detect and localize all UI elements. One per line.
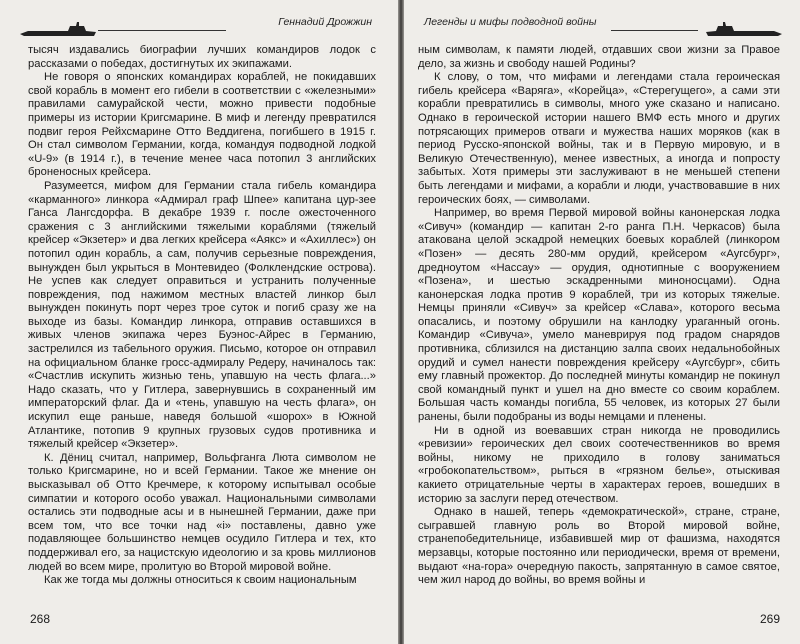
left-page	[0, 0, 398, 644]
right-page	[404, 0, 800, 644]
paragraph: ным символам, к памяти людей, отдавших свои жизни за Правое дело, за жизнь и свободу нашей Родины?	[418, 44, 780, 70]
submarine-silhouette-icon	[18, 18, 98, 40]
left-page-text	[28, 44, 376, 588]
paragraph: Разумеется, мифом для Германии стала гибель командира «карманного» линкора «Адмирал граф Шпее» капитана цур-зее Ганса Лангсдорфа. В декабре 1939 г. после ожесточенного сражения с 3 английскими тяжелыми кораблями (тяжелый крейсер «Экзетер» и два легких крейсера «Аякс» и «Ахиллес») он потопил один корабль, а сам, получив серьезные повреждения, вынужден был укрыться в Монтевидео (Фолклендские острова). Не успев как следует оправиться и устранить полученные повреждения, под нажимом местных властей линкор был вынужден покинуть порт через трое суток и погиб сразу же на выходе из базы. Командир линкора, отправив оставшихся в живых членов экипажа через Буэнос-Айрес в Германию, застрелился из табельного оружия. Письмо, которое он отправил на официальном бланке гросс-адмиралу Редеру, начиналось так: «Счастлив искупить жизнью тень, упавшую на честь флага...» Надо сказать, что у Гитлера, завернувшись в сохраненный им императорский флаг. Да и «тень, упавшую на честь флага», он искупил еще раньше, наведя большой «шорох» в Южной Атлантике, потопив 9 крупных грузовых судов противника и тяжелый крейсер «Экзетер».	[28, 179, 376, 451]
paragraph: Как же тогда мы должны относиться к своим национальным	[44, 574, 357, 587]
header-rule	[98, 30, 226, 31]
left-page-number: 268	[30, 612, 51, 626]
submarine-silhouette-icon	[704, 18, 784, 40]
paragraph: Не говоря о японских командирах кораблей, не покидавших свой корабль в момент его гибели в соответствии с «железными» правилами самурайской чести, можно привести подобные примеры из истории Кригсмарине. В миф и легенду превратился подвиг героя Рейхсмарине Отто Веддигена, погибшего в 1915 г. Он стал символом Германии, когда, командуя подводной лодкой «U-9» (в 1914 г.), в течение менее часа потопил 3 английских броненосных крейсера.	[28, 71, 376, 179]
paragraph: Например, во время Первой мировой войны канонерская лодка «Сивуч» (командир — капитан 2-го ранга П.Н. Черкасов) была атакована целой эскадрой немецких боевых кораблей (линкором «Позен» — десять 280-мм орудий, крейсером «Аугсбург», дредноутом «Нассау» — орудия, однотипные с вооружением «Позена», и шестью эскадренными миноносцами). Одна канонерская лодка против 9 кораблей, три из которых тяжелые. Немцы приняли «Сивуч» за крейсер «Слава», которого весьма опасались, и поэтому обрушили на канлодку ураганный огонь. Командир «Сивуча», умело маневрируя под градом снарядов противника, сблизился на дистанцию залпа своих недальнобойных орудий и сумел нанести повреждения крейсеру «Аугсбург», сбить ему главный прожектор. До последней минуты командир не покинул свой командный пункт и ушел на дно вместе со своим кораблем. Большая часть команды погибла, 55 человек, из которых 27 были ранены, были подобраны из воды немцами и пленены.	[418, 207, 780, 424]
paragraph: тысяч издавались биографии лучших командиров лодок с рассказами о победах, достигнутых их экипажами.	[28, 44, 376, 70]
left-header-author: Геннадий Дрожжин	[278, 16, 372, 28]
right-page-text	[418, 44, 780, 588]
right-running-header	[416, 12, 790, 38]
paragraph: К слову, о том, что мифами и легендами стала героическая гибель крейсера «Варяга», «Корейца», «Стерегущего», а сами эти корабли превратились в символы, много уже сказано и написано. Однако в героической истории нашего ВМФ есть много и других потрясающих примеров отваги и мужества наших моряков (как в период Русско-японской войны, так и в Первую мировую, и в Великую Отечественную), менее известных, а иногда и попросту забытых. Хотя примеры эти заслуживают в не меньшей степени быть легендами и мифами, а корабли и люди, участвовавшие в них героических боях, — символами.	[418, 71, 780, 206]
right-header-title: Легенды и мифы подводной войны	[424, 16, 597, 28]
paragraph: Ни в одной из воевавших стран никогда не проводились «ревизии» героических дел своих соотечественников во время войны, никому не приходило в голову заниматься «гробокопательством», рыться в «грязном белье», отыскивая какието отрицательные черты в характерах героев, вошедших в историю за заслуги перед отечеством.	[418, 424, 780, 505]
right-page-number: 269	[759, 612, 780, 626]
left-running-header	[10, 12, 386, 38]
header-rule	[611, 30, 698, 31]
paragraph: Однако в нашей, теперь «демократической», стране, стране, сыгравшей главную роль во Второй мировой войне, странепобедительнице, избавившей мир от фашизма, находятся мерзавцы, которые постоянно или периодически, время от времени, выдают «на-гора» очередную пакость, запрятанную в самое святое, чем жил народ до войны, во время войны и	[418, 506, 780, 587]
paragraph: К. Дёниц считал, например, Вольфганга Люта символом не только Кригсмарине, но и всей Германии. Такое же мнение он высказывал об Отто Кречмере, к которому испытывал особые симпатии и которого особо уважал. Национальными символами остались эти подводные асы и в нынешней Германии, даже при всем том, что все точки над «i» поставлены, давно уже подавляющее большинство немцев осудило Гитлера и тех, кто поддерживал его, за нацистскую идеологию и за кровь миллионов людей во всем мире, пролитую во Второй мировой войне.	[28, 451, 376, 573]
